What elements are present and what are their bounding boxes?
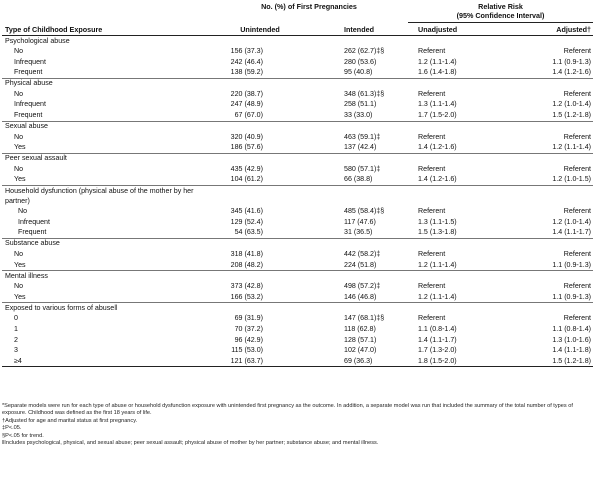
table-row (2, 110, 593, 121)
adjusted-rr: 1.4 (1.1-1.8) (552, 346, 592, 355)
adjusted-rr: 1.4 (1.2-1.6) (507, 67, 593, 78)
adjusted-rr: Referent (563, 47, 592, 56)
empty-cell (507, 303, 593, 314)
row-label: Yes (2, 260, 210, 271)
table-row (2, 142, 593, 153)
empty-cell (310, 185, 408, 206)
intended-value: 498 (57.2)‡ (344, 282, 381, 291)
row-label: Infrequent (14, 100, 46, 109)
adjusted-rr: Referent (563, 89, 592, 98)
section-header-row (2, 78, 593, 89)
adjusted-rr: 1.5 (1.2-1.8) (507, 356, 593, 367)
unintended-value: 373 (42.8) (230, 282, 263, 291)
intended-value: 117 (47.6) (344, 217, 376, 226)
unadjusted-rr: Referent (418, 132, 446, 141)
empty-cell (507, 121, 593, 132)
empty-cell (210, 303, 310, 314)
row-label: No (18, 207, 28, 216)
section-title: Peer sexual assault (5, 154, 67, 163)
empty-cell (210, 238, 310, 249)
unadjusted-rr: 1.2 (1.1-1.4) (418, 57, 457, 66)
unadjusted-rr: 1.4 (1.2-1.6) (408, 142, 507, 153)
unintended-value: 242 (46.4) (230, 57, 263, 66)
unadjusted-rr: Referent (418, 282, 446, 291)
unintended-value: 67 (67.0) (210, 110, 310, 121)
unadjusted-rr: 1.8 (1.5-2.0) (408, 356, 507, 367)
empty-cell (210, 185, 310, 206)
empty-cell (507, 36, 593, 47)
intended-value: 580 (57.1)‡ (344, 164, 381, 173)
unintended-value: 208 (48.2) (210, 260, 310, 271)
table-row (2, 99, 593, 110)
footnote: *Separate models were run for each type of abuse or household dysfunction exposure with unintended first pregnancy as the outcome. In addition, a separate model was run that included the summary of the total number of types of exposure. Childhood was defined as the first 18 years of life. (2, 403, 573, 417)
intended-value: 348 (61.3)‡§ (344, 89, 385, 98)
section-header-row (2, 153, 593, 164)
adjusted-rr: 1.1 (0.9-1.3) (507, 292, 593, 303)
unadjusted-rr: Referent (418, 89, 446, 98)
pregnancies-group-header: No. (%) of First Pregnancies (261, 2, 357, 11)
adjusted-rr: Referent (563, 207, 592, 216)
row-label: Yes (2, 174, 210, 185)
section-title: Mental illness (5, 271, 48, 280)
intended-value: 262 (62.7)‡§ (344, 47, 385, 56)
header-spacer (2, 2, 210, 23)
unintended-value: 166 (53.2) (210, 292, 310, 303)
section-header-row (2, 36, 593, 47)
unintended-value: 320 (40.9) (230, 132, 263, 141)
intended-value: 137 (42.4) (310, 142, 408, 153)
section-title: Sexual abuse (5, 122, 48, 131)
empty-cell (507, 78, 593, 89)
footnote: †Adjusted for age and marital status at first pregnancy. (2, 417, 138, 424)
unintended-value: 318 (41.8) (230, 250, 263, 258)
table-row (2, 281, 593, 292)
adjusted-rr: Referent (563, 132, 592, 141)
intended-value: 66 (38.8) (310, 174, 408, 185)
adjusted-rr: 1.1 (0.9-1.3) (507, 260, 593, 271)
table-header (2, 2, 593, 36)
table-row (2, 89, 593, 100)
unintended-value: 69 (31.9) (234, 314, 263, 323)
adjusted-rr: 1.2 (1.0-1.4) (552, 100, 592, 109)
table-row (2, 67, 593, 78)
unadjusted-rr: 1.3 (1.1-1.4) (418, 100, 457, 109)
empty-cell (507, 185, 593, 206)
unintended-value: 96 (42.9) (234, 335, 263, 344)
column-header-adjusted: Adjusted† (556, 24, 592, 34)
empty-cell (210, 36, 310, 47)
row-label: Frequent (2, 110, 210, 121)
empty-cell (310, 153, 408, 164)
adjusted-rr: 1.4 (1.1-1.7) (507, 227, 593, 238)
empty-cell (408, 303, 507, 314)
adjusted-rr: 1.1 (0.8-1.4) (552, 324, 592, 333)
table-row (2, 345, 593, 356)
row-label: Yes (2, 292, 210, 303)
intended-value: 463 (59.1)‡ (344, 132, 381, 141)
unintended-value: 186 (57.6) (210, 142, 310, 153)
footnote: §P<.05 for trend. (2, 432, 44, 439)
unadjusted-rr: 1.4 (1.2-1.6) (408, 174, 507, 185)
row-label: No (14, 132, 24, 141)
unadjusted-rr: Referent (418, 47, 446, 56)
table-row (2, 57, 593, 68)
section-title: Household dysfunction (physical abuse of the mother by her partner) (5, 186, 194, 205)
unadjusted-rr: 1.5 (1.3-1.8) (408, 227, 507, 238)
section-header-row (2, 238, 593, 249)
table-row (2, 206, 593, 217)
row-label: No (14, 164, 24, 173)
column-header-unintended: Unintended (240, 24, 280, 34)
intended-value: 280 (53.6) (344, 57, 377, 66)
exposure-table (2, 2, 593, 367)
unadjusted-rr: Referent (418, 207, 446, 216)
section-header-row (2, 185, 593, 206)
unadjusted-rr: 1.3 (1.1-1.5) (418, 217, 457, 226)
empty-cell (408, 153, 507, 164)
table-row (2, 164, 593, 175)
table-row (2, 292, 593, 303)
footnotes (2, 403, 590, 447)
adjusted-rr: 1.1 (0.9-1.3) (552, 57, 592, 66)
unintended-value: 70 (37.2) (234, 324, 263, 333)
intended-value: 33 (33.0) (310, 110, 408, 121)
row-label: Yes (2, 142, 210, 153)
relative-risk-title: Relative Risk (478, 2, 523, 11)
row-label: 2 (14, 335, 18, 344)
empty-cell (310, 238, 408, 249)
section-header-row (2, 271, 593, 282)
row-label: Infrequent (18, 217, 50, 226)
section-title: Physical abuse (5, 79, 53, 88)
intended-value: 31 (36.5) (310, 227, 408, 238)
intended-value: 128 (57.1) (344, 335, 377, 344)
unintended-value: 435 (42.9) (230, 164, 263, 173)
unadjusted-rr: 1.4 (1.1-1.7) (418, 335, 457, 344)
unintended-value: 156 (37.3) (230, 47, 263, 56)
intended-value: 102 (47.0) (344, 346, 377, 355)
table-row (2, 334, 593, 345)
unintended-value: 121 (63.7) (210, 356, 310, 367)
intended-value: 95 (40.8) (310, 67, 408, 78)
empty-cell (408, 78, 507, 89)
section-title: Exposed to various forms of abuse‖ (5, 303, 118, 312)
row-label: Infrequent (14, 57, 46, 66)
relative-risk-group-header (408, 2, 593, 23)
section-title: Substance abuse (5, 239, 60, 248)
row-label: No (14, 282, 24, 291)
intended-value: 224 (51.8) (310, 260, 408, 271)
empty-cell (408, 238, 507, 249)
footnote: ‖Includes psychological, physical, and sexual abuse; peer sexual assault; physical abuse of mother by her partner; substance abuse; and mental illness. (2, 440, 379, 447)
table-row (2, 356, 593, 367)
empty-cell (507, 238, 593, 249)
table-row (2, 260, 593, 271)
adjusted-rr: Referent (563, 314, 592, 323)
unadjusted-rr: 1.2 (1.1-1.4) (408, 260, 507, 271)
unadjusted-rr: Referent (418, 250, 446, 258)
empty-cell (210, 121, 310, 132)
table-row (2, 324, 593, 335)
unintended-value: 345 (41.6) (230, 207, 263, 216)
unadjusted-rr: 1.1 (0.8-1.4) (418, 324, 457, 333)
empty-cell (310, 271, 408, 282)
empty-cell (408, 36, 507, 47)
unintended-value: 247 (48.9) (230, 100, 263, 109)
table-row (2, 132, 593, 143)
empty-cell (408, 121, 507, 132)
section-header-row (2, 121, 593, 132)
table-row (2, 249, 593, 260)
adjusted-rr: 1.2 (1.1-1.4) (507, 142, 593, 153)
unintended-value: 104 (61.2) (210, 174, 310, 185)
column-header-exposure-type: Type of Childhood Exposure (5, 24, 103, 34)
unintended-value: 220 (38.7) (230, 89, 263, 98)
empty-cell (408, 271, 507, 282)
table-row (2, 174, 593, 185)
row-label: No (14, 47, 24, 56)
row-label: ≥4 (2, 356, 210, 367)
unintended-value: 129 (52.4) (230, 217, 263, 226)
section-title: Psychological abuse (5, 36, 70, 45)
unadjusted-rr: Referent (418, 164, 446, 173)
empty-cell (310, 36, 408, 47)
empty-cell (210, 271, 310, 282)
adjusted-rr: 1.2 (1.0-1.4) (552, 217, 592, 226)
row-label: Frequent (2, 227, 210, 238)
section-header-row (2, 303, 593, 314)
column-header-unadjusted: Unadjusted (418, 24, 458, 34)
adjusted-rr: Referent (563, 250, 592, 258)
adjusted-rr: Referent (563, 282, 592, 291)
row-label: 1 (14, 324, 18, 333)
empty-cell (507, 153, 593, 164)
empty-cell (210, 153, 310, 164)
intended-value: 442 (58.2)‡ (344, 250, 381, 258)
unadjusted-rr: 1.2 (1.1-1.4) (408, 292, 507, 303)
table-row (2, 46, 593, 57)
footnote: ‡P<.05. (2, 425, 22, 432)
empty-cell (310, 303, 408, 314)
unadjusted-rr: Referent (418, 314, 446, 323)
intended-value: 118 (62.8) (344, 324, 376, 333)
unintended-value: 115 (53.0) (231, 346, 263, 355)
unadjusted-rr: 1.7 (1.3-2.0) (418, 346, 457, 355)
row-label: 0 (14, 314, 18, 323)
unintended-value: 138 (59.2) (210, 67, 310, 78)
intended-value: 258 (51.1) (344, 100, 377, 109)
column-header-intended: Intended (344, 24, 374, 34)
row-label: No (14, 250, 24, 258)
empty-cell (310, 78, 408, 89)
row-label: 3 (14, 346, 18, 355)
intended-value: 485 (58.4)‡§ (344, 207, 385, 216)
adjusted-rr: Referent (563, 164, 592, 173)
table-row (2, 227, 593, 238)
unadjusted-rr: 1.7 (1.5-2.0) (408, 110, 507, 121)
intended-value: 146 (46.8) (310, 292, 408, 303)
empty-cell (408, 185, 507, 206)
table-body (2, 36, 593, 367)
row-label: No (14, 89, 24, 98)
row-label: Frequent (2, 67, 210, 78)
unadjusted-rr: 1.6 (1.4-1.8) (408, 67, 507, 78)
confidence-interval-subtitle: (95% Confidence Interval) (456, 10, 545, 20)
intended-value: 69 (36.3) (310, 356, 408, 367)
adjusted-rr: 1.3 (1.0-1.6) (552, 335, 592, 344)
adjusted-rr: 1.2 (1.0-1.5) (507, 174, 593, 185)
empty-cell (310, 121, 408, 132)
table-row (2, 313, 593, 324)
empty-cell (507, 271, 593, 282)
empty-cell (210, 78, 310, 89)
intended-value: 147 (68.1)‡§ (344, 314, 385, 323)
adjusted-rr: 1.5 (1.2-1.8) (507, 110, 593, 121)
table-row (2, 217, 593, 228)
unintended-value: 54 (63.5) (210, 227, 310, 238)
